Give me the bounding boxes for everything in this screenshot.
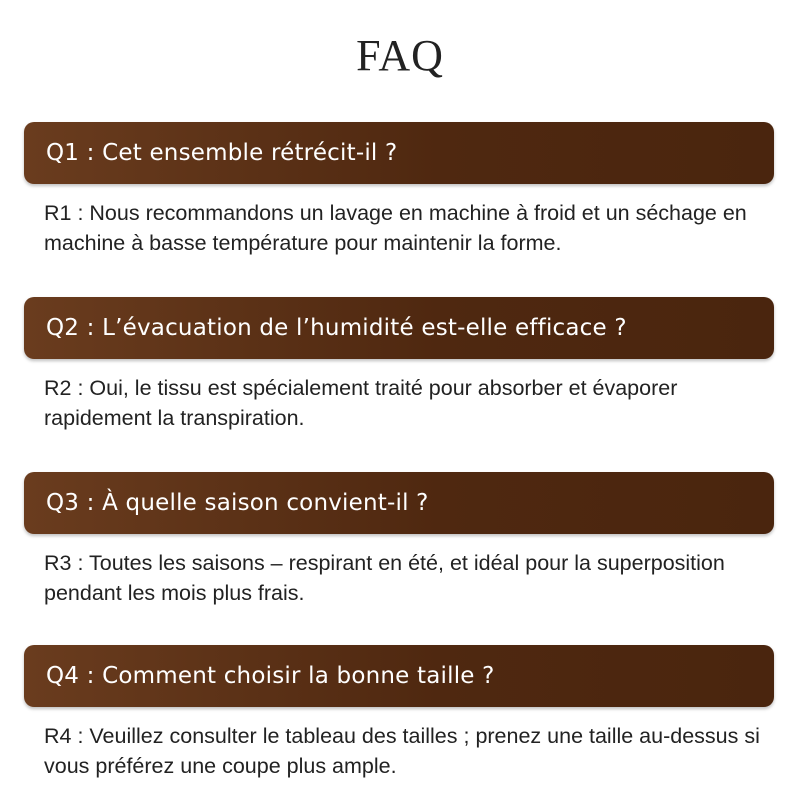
faq-answer: R3 : Toutes les saisons – respirant en été, et idéal pour la superposition pendant les mois plus frais. [44, 551, 725, 605]
faq-item [24, 472, 774, 608]
faq-question: Q1 : Cet ensemble rétrécit-il ? [46, 140, 398, 166]
page-title: FAQ [356, 31, 444, 80]
faq-question: Q3 : À quelle saison convient-il ? [46, 490, 429, 516]
faq-answer: R1 : Nous recommandons un lavage en machine à froid et un séchage en machine à basse température pour maintenir la forme. [44, 201, 747, 255]
faq-question-bar [24, 297, 774, 359]
faq-question-bar [24, 472, 774, 534]
faq-answer: R4 : Veuillez consulter le tableau des tailles ; prenez une taille au-dessus si vous préférez une coupe plus ample. [44, 724, 760, 778]
faq-question: Q2 : L’évacuation de l’humidité est-elle efficace ? [46, 315, 627, 341]
faq-item [24, 297, 774, 433]
faq-item [24, 122, 774, 258]
faq-question-bar [24, 122, 774, 184]
faq-answer: R2 : Oui, le tissu est spécialement traité pour absorber et évaporer rapidement la transpiration. [44, 376, 678, 430]
faq-item [24, 645, 774, 781]
faq-question-bar [24, 645, 774, 707]
faq-question: Q4 : Comment choisir la bonne taille ? [46, 663, 495, 689]
